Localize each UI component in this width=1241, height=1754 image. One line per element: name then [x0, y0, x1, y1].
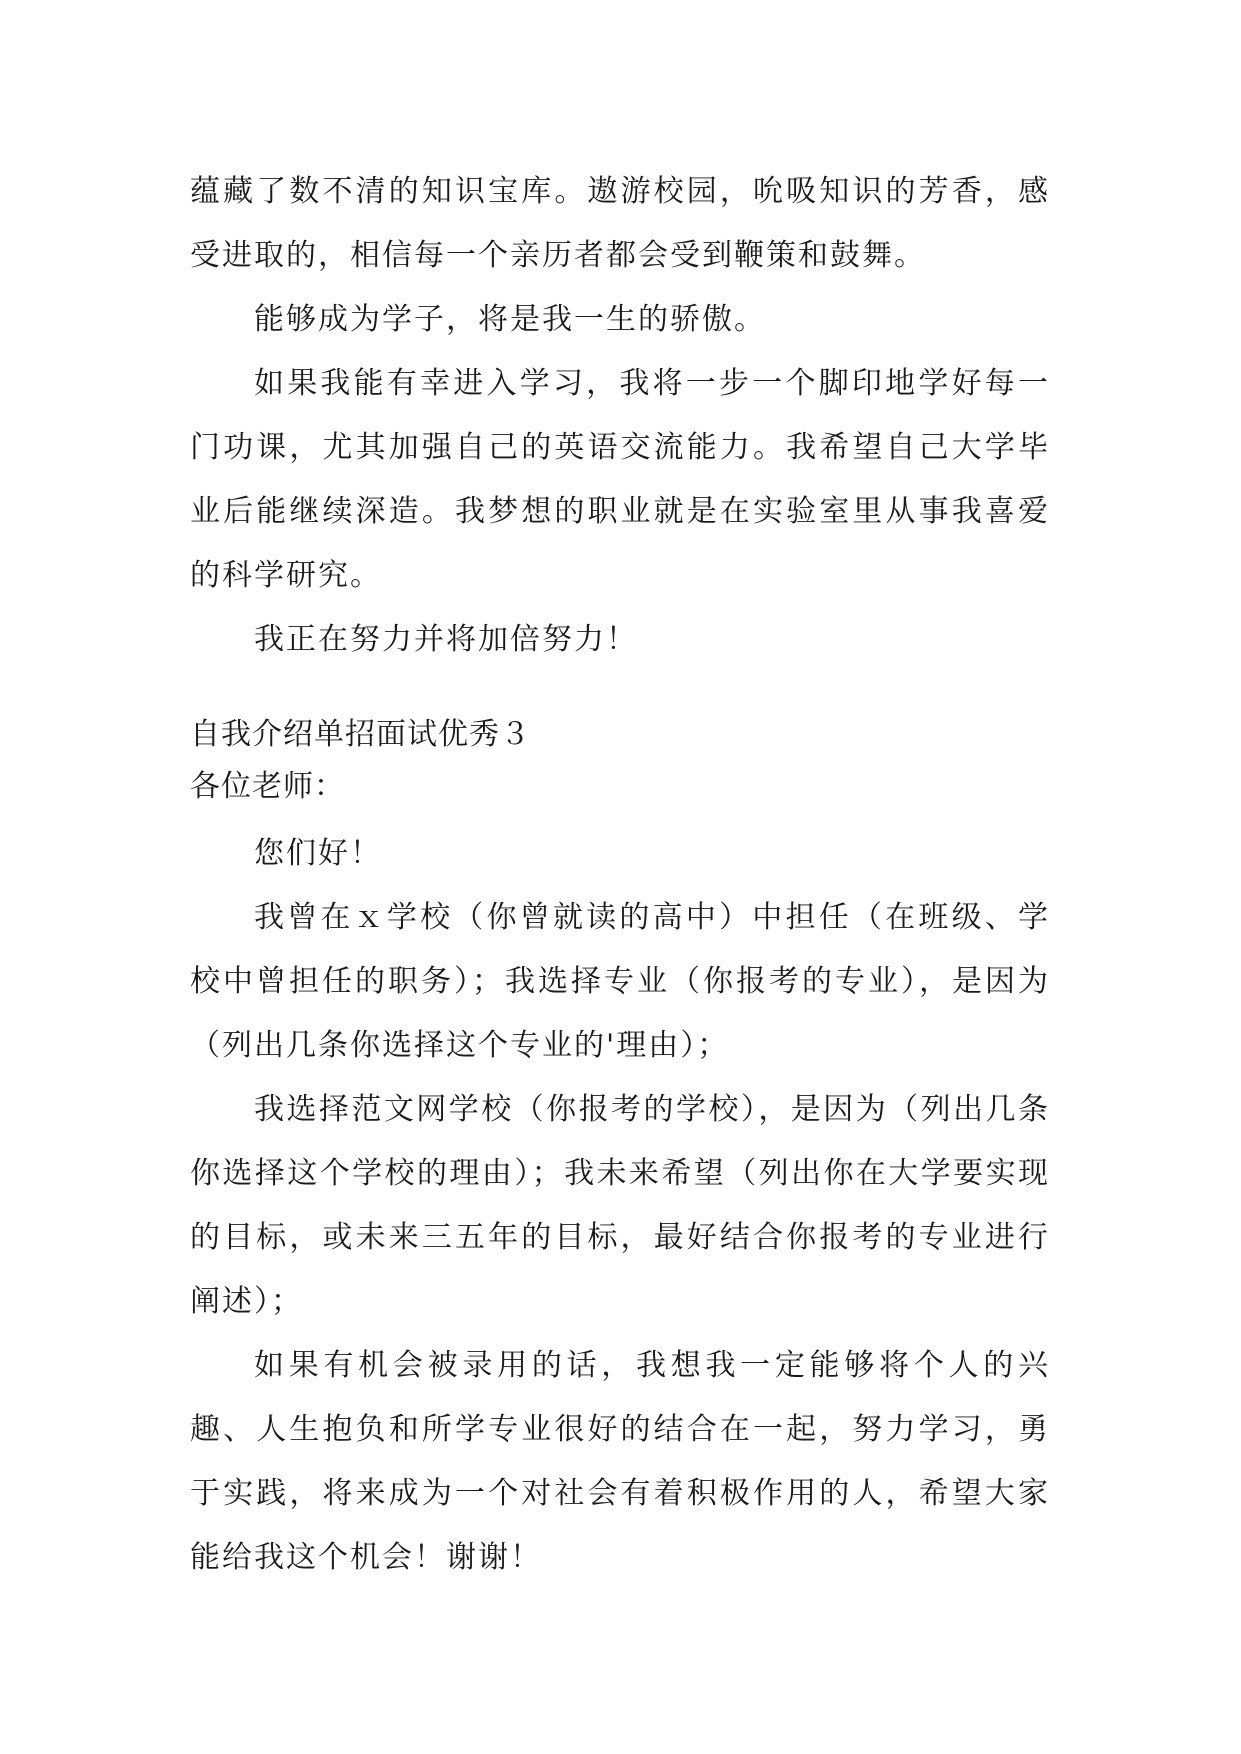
salutation: 各位老师：: [190, 769, 345, 804]
document-body: [190, 160, 1050, 1590]
paragraph: 您们好！: [254, 836, 382, 871]
paragraph: 如果我能有幸进入学习，我将一步一个脚印地学好每一门功课，尤其加强自己的英语交流能力。我希望自己大学毕业后能继续深造。我梦想的职业就是在实验室里从事我喜爱的科学研究。: [190, 366, 1050, 593]
section-title: 自我介绍单招面试优秀３: [190, 717, 531, 752]
paragraph: 如果有机会被录用的话，我想我一定能够将个人的兴趣、人生抱负和所学专业很好的结合在一起，努力学习，勇于实践，将来成为一个对社会有着积极作用的人，希望大家能给我这个机会！谢谢！: [190, 1348, 1050, 1575]
section-gap: [190, 672, 1050, 712]
paragraph: 能够成为学子，将是我一生的骄傲。: [254, 302, 766, 337]
paragraph: 我正在努力并将加倍努力！: [254, 622, 638, 657]
paragraph: 我曾在ｘ学校（你曾就读的高中）中担任（在班级、学校中曾担任的职务）；我选择专业（你报考的专业），是因为（列出几条你选择这个专业的'理由）；: [190, 900, 1050, 1063]
paragraph: 我选择范文网学校（你报考的学校），是因为（列出几条你选择这个学校的理由）；我未来希望（列出你在大学要实现的目标，或未来三五年的目标，最好结合你报考的专业进行阐述）；: [190, 1092, 1050, 1319]
paragraph-continued: 蕴藏了数不清的知识宝库。遨游校园，吮吸知识的芳香，感受进取的，相信每一个亲历者都会受到鞭策和鼓舞。: [190, 174, 1050, 273]
